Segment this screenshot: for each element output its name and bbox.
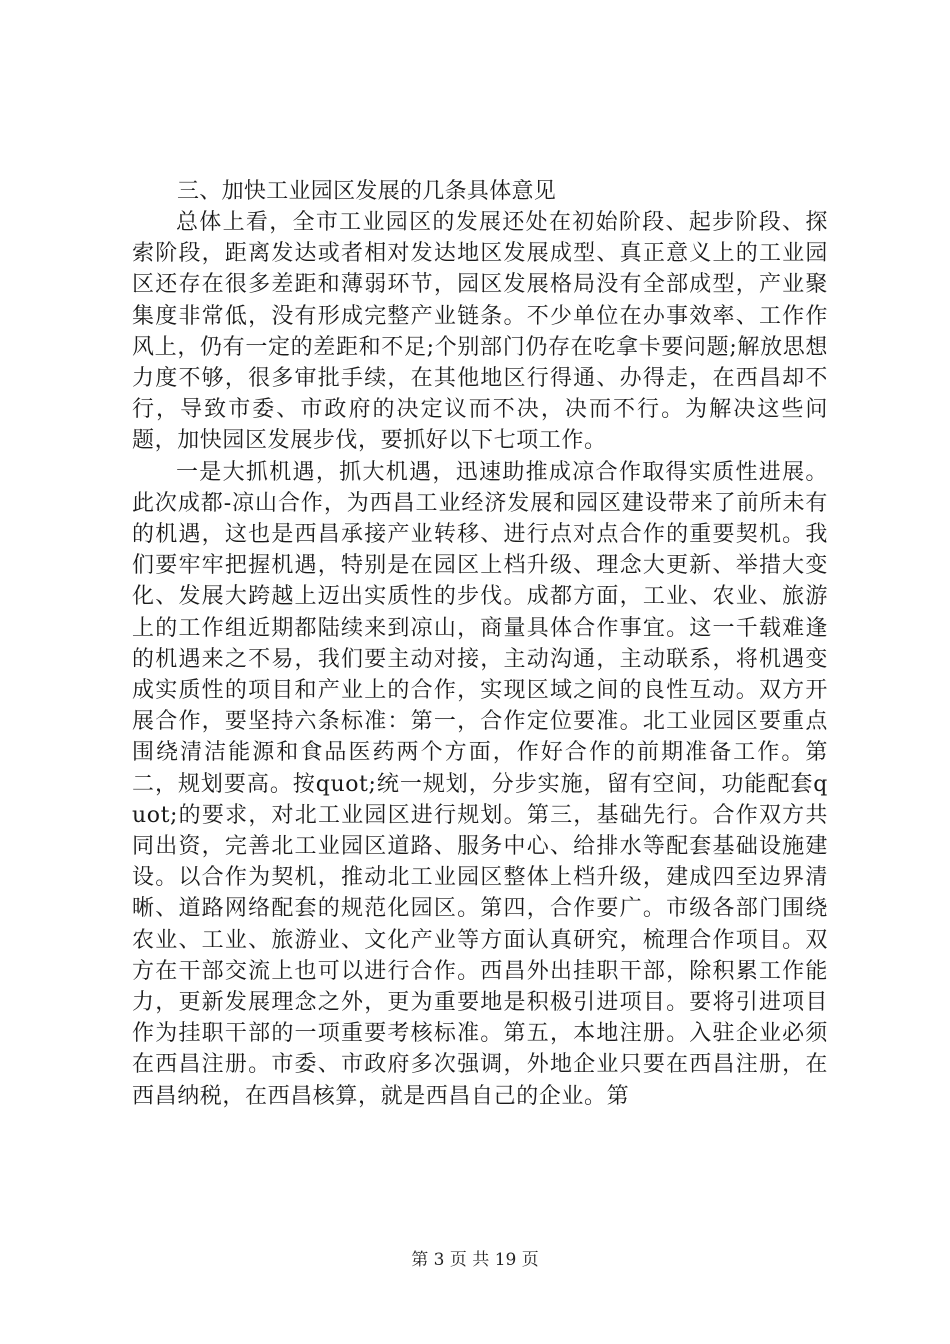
paragraph-overview: 总体上看，全市工业园区的发展还处在初始阶段、起步阶段、探索阶段，距离发达或者相对发达地区发展成型、真正意义上的工业园区还存在很多差距和薄弱环节，园区发展格局没有全部成型，产业聚集度非常低，没有形成完整产业链条。不少单位在办事效率、工作作风上，仍有一定的差距和不足;个别部门仍存在吃拿卡要问题;解放思想力度不够，很多审批手续，在其他地区行得通、办得走，在西昌却不行，导致市委、市政府的决定议而不决，决而不行。为解决这些问题，加快园区发展步伐，要抓好以下七项工作。 bbox=[132, 210, 828, 454]
page-number-footer: 第 3 页 共 19 页 bbox=[411, 1250, 539, 1270]
paragraph-first-task: 一是大抓机遇，抓大机遇，迅速助推成凉合作取得实质性进展。此次成都-凉山合作，为西昌工业经济发展和园区建设带来了前所未有的机遇，这也是西昌承接产业转移、进行点对点合作的重要契机。我们要牢牢把握机遇，特别是在园区上档升级、理念大更新、举措大变化、发展大跨越上迈出实质性的步伐。成都方面，工业、农业、旅游上的工作组近期都陆续来到凉山，商量具体合作事宜。这一千载难逢的机遇来之不易，我们要主动对接，主动沟通，主动联系，将机遇变成实质性的项目和产业上的合作，实现区域之间的良性互动。双方开展合作，要坚持六条标准：第一，合作定位要准。北工业园区要重点围绕清洁能源和食品医药两个方面，作好合作的前期准备工作。第二，规划要高。按quot;统一规划，分步实施，留有空间，功能配套quot;的要求，对北工业园区进行规划。第三，基础先行。合作双方共同出资，完善北工业园区道路、服务中心、给排水等配套基础设施建设。以合作为契机，推动北工业园区整体上档升级，建成四至边界清晰、道路网络配套的规范化园区。第四，合作要广。市级各部门围绕农业、工业、旅游业、文化产业等方面认真研究，梳理合作项目。双方在干部交流上也可以进行合作。西昌外出挂职干部，除积累工作能力，更新发展理念之外，更为重要地是积极引进项目。要将引进项目作为挂职干部的一项重要考核标准。第五，本地注册。入驻企业必须在西昌注册。市委、市政府多次强调，外地企业只要在西昌注册，在西昌纳税，在西昌核算，就是西昌自己的企业。第 bbox=[132, 459, 828, 1109]
section-heading: 三、加快工业园区发展的几条具体意见 bbox=[177, 179, 557, 204]
document-body bbox=[132, 176, 828, 1112]
